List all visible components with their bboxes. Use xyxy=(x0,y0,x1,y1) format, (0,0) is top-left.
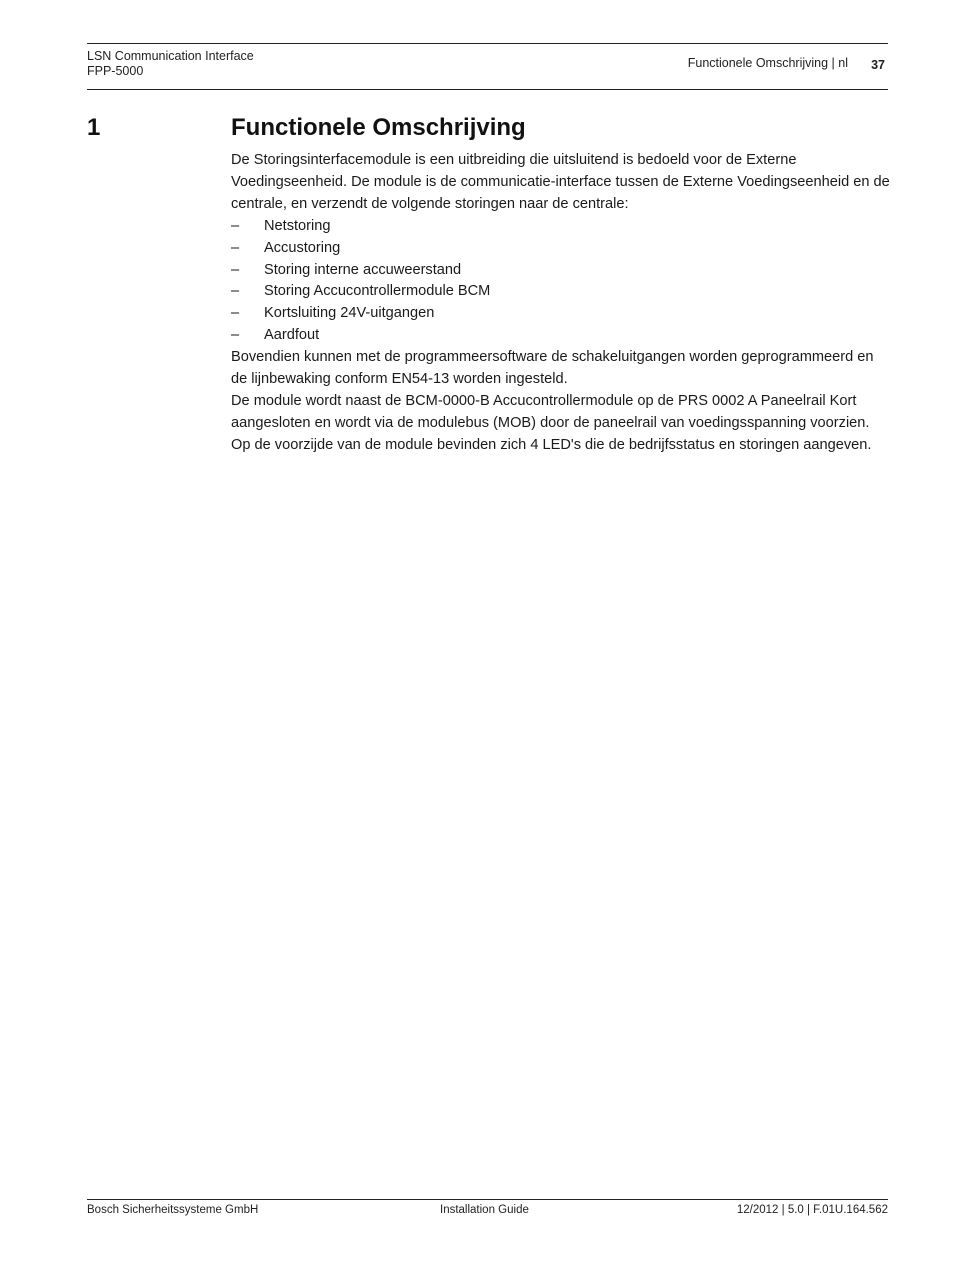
chapter-number: 1 xyxy=(87,114,101,141)
footer-company: Bosch Sicherheitssysteme GmbH xyxy=(87,1204,259,1216)
list-item xyxy=(231,325,891,347)
list-item xyxy=(231,281,891,303)
list-item xyxy=(231,260,891,282)
footer-doc-type: Installation Guide xyxy=(440,1204,529,1216)
list-item-text: Aardfout xyxy=(264,327,320,344)
mounting-paragraph: De module wordt naast de BCM-0000-B Accucontrollermodule op de PRS 0002 A Paneelrail Kort aangesloten en wordt via de modulebus (MOB) door de paneelrail van voedingsspanning voorzien. Op de voorzijde van de module bevinden zich 4 LED's die de bedrijfsstatus en storingen aangeven. xyxy=(231,392,872,453)
list-item-text: Storing interne accuweerstand xyxy=(264,261,462,278)
chapter-title: Functionele Omschrijving xyxy=(231,114,526,141)
list-item xyxy=(231,216,891,238)
intro-paragraph: De Storingsinterfacemodule is een uitbreiding die uitsluitend is bedoeld voor de Externe Voedingseenheid. De module is de communicatie-interface tussen de Externe Voedingseenheid en de centrale, en verzendt de volgende storingen naar de centrale: xyxy=(231,152,890,212)
chapter-body xyxy=(231,150,891,457)
header-bottom-rule xyxy=(87,89,888,90)
list-item-text: Storing Accucontrollermodule BCM xyxy=(264,283,491,300)
header-product-code: FPP-5000 xyxy=(87,64,144,78)
list-item-text: Kortsluiting 24V-uitgangen xyxy=(264,305,435,322)
list-item-text: Accustoring xyxy=(264,239,341,256)
list-item xyxy=(231,238,891,260)
list-item xyxy=(231,303,891,325)
list-dash: – xyxy=(231,261,240,278)
footer-rule xyxy=(87,1199,888,1200)
list-dash: – xyxy=(231,217,240,234)
footer-version: 12/2012 | 5.0 | F.01U.164.562 xyxy=(736,1204,888,1216)
list-dash: – xyxy=(231,283,240,300)
fault-list xyxy=(231,216,891,347)
programming-paragraph: Bovendien kunnen met de programmeersoftware de schakeluitgangen worden geprogrammeerd en de lijnbewaking conform EN54-13 worden ingesteld. xyxy=(231,349,874,388)
list-dash: – xyxy=(231,327,240,344)
header-product xyxy=(87,49,254,79)
list-dash: – xyxy=(231,305,240,322)
header-top-rule xyxy=(87,43,888,44)
list-item-text: Netstoring xyxy=(264,217,331,234)
header-section: Functionele Omschrijving | nl xyxy=(687,56,848,70)
header-product-name: LSN Communication Interface xyxy=(87,49,254,63)
page-number: 37 xyxy=(871,58,885,72)
list-dash: – xyxy=(231,239,240,256)
